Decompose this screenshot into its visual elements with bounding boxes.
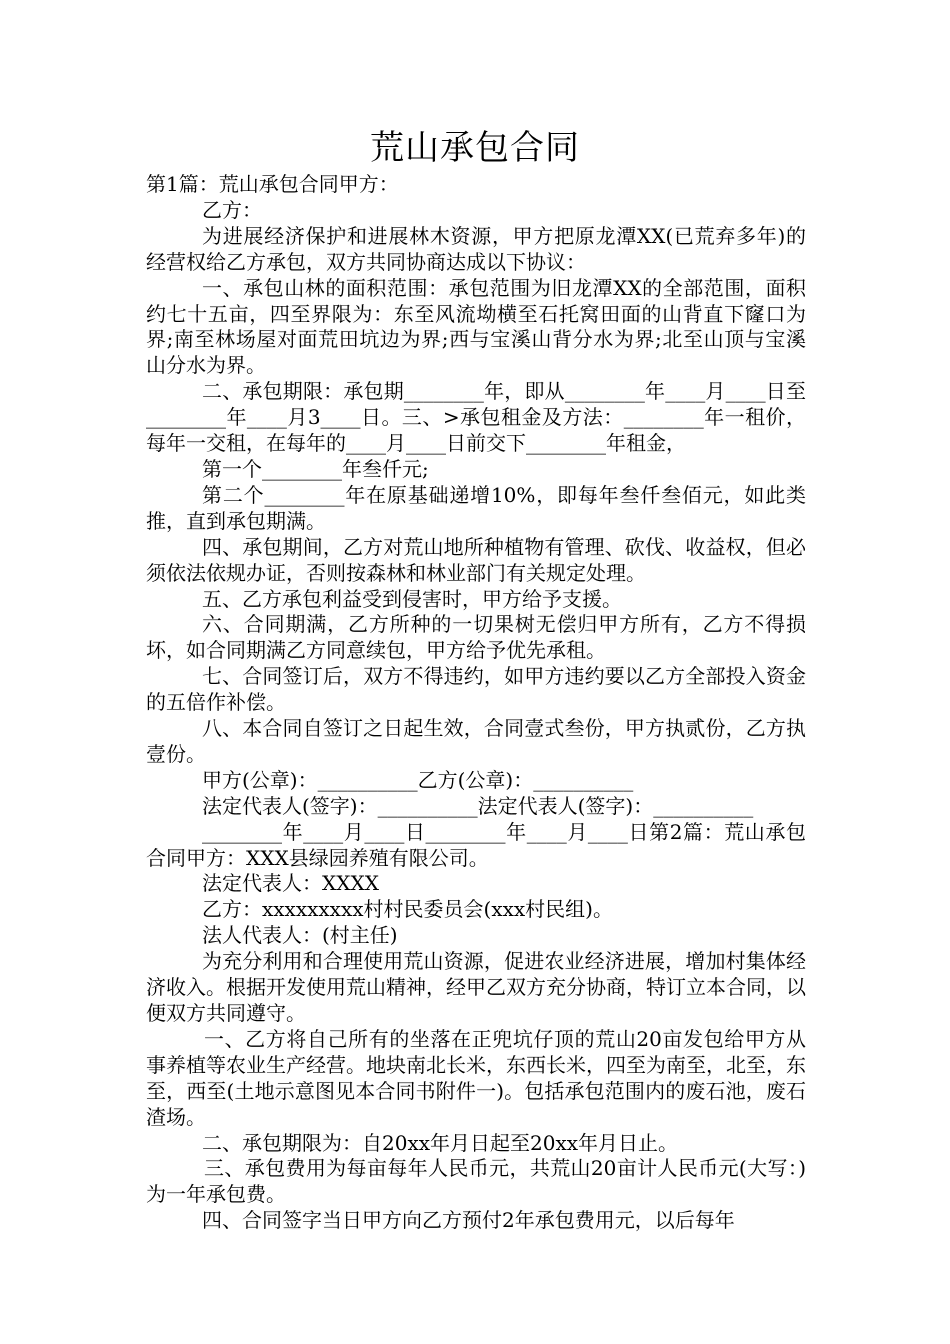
paragraph: 八、本合同自签订之日起生效，合同壹式叁份，甲方执贰份，乙方执壹份。	[146, 716, 806, 766]
paragraph: 四、合同签字当日甲方向乙方预付2年承包费用元，以后每年	[202, 1208, 735, 1233]
paragraph: 一、承包山林的面积范围：承包范围为旧龙潭XX的全部范围，面积约七十五亩，四至界限为：东至风流坳横至石托窝田面的山背直下窿口为界;南至林场屋对面荒田坑边为界;西与宝溪山背分水为界;北至山顶与宝溪山分水为界。	[146, 275, 806, 378]
signature-line: 法定代表人(签字)：__________法定代表人(签字)：__________	[202, 793, 754, 818]
date-line: ________年____月____日________年____月____日第2篇：荒山承包合同甲方：XXX县绿园养殖有限公司。	[146, 819, 806, 870]
paragraph: 二、承包期限：承包期________年，即从________年____月____日至________年____月3____日。三、>承包租金及方法：________年一租价，每年一交租，在每年的____月____日前交下________年租金，	[146, 379, 806, 456]
paragraph: 法定代表人：XXXX	[202, 871, 379, 896]
paragraph: 为进展经济保护和进展林木资源，甲方把原龙潭XX(已荒弃多年)的经营权给乙方承包，双方共同协商达成以下协议：	[146, 223, 806, 274]
paragraph: 三、承包费用为每亩每年人民币元，共荒山20亩计人民币元(大写：)为一年承包费。	[146, 1156, 806, 1207]
paragraph: 四、承包期间，乙方对荒山地所种植物有管理、砍伐、收益权，但必须依法依规办证，否则按森林和林业部门有关规定处理。	[146, 534, 806, 585]
paragraph: 五、乙方承包利益受到侵害时，甲方给予支援。	[202, 586, 622, 611]
paragraph: 七、合同签订后，双方不得违约，如甲方违约要以乙方全部投入资金的五倍作补偿。	[146, 664, 806, 715]
document-body	[146, 172, 806, 1234]
paragraph: 第1篇：荒山承包合同甲方：	[146, 172, 399, 196]
paragraph: 二、承包期限为：自20xx年月日起至20xx年月日止。	[202, 1130, 679, 1155]
paragraph: 一、乙方将自己所有的坐落在正兜坑仔顶的荒山20亩发包给甲方从事养植等农业生产经营。地块南北长米，东西长米，四至为南至，北至，东至，西至(土地示意图见本合同书附件一)。包括承包范围内的废石池，废石渣场。	[146, 1026, 806, 1129]
signature-line: 甲方(公章)：__________乙方(公章)：__________	[202, 767, 634, 792]
paragraph: 为充分利用和合理使用荒山资源，促进农业经济进展，增加村集体经济收入。根据开发使用荒山精神，经甲乙双方充分协商，特订立本合同，以便双方共同遵守。	[146, 949, 806, 1025]
document-title: 荒山承包合同	[370, 128, 580, 168]
paragraph: 六、合同期满，乙方所种的一切果树无偿归甲方所有，乙方不得损坏，如合同期满乙方同意续包，甲方给予优先承租。	[146, 612, 806, 663]
paragraph: 乙方：	[202, 197, 262, 222]
paragraph: 乙方：xxxxxxxxx村村民委员会(xxx村民组)。	[202, 897, 613, 922]
paragraph: 第一个________年叁仟元;	[202, 456, 429, 481]
paragraph: 第二个________年在原基础递增10%，即每年叁仟叁佰元，如此类推，直到承包期满。	[146, 482, 806, 533]
paragraph: 法人代表人：(村主任)	[202, 923, 398, 948]
